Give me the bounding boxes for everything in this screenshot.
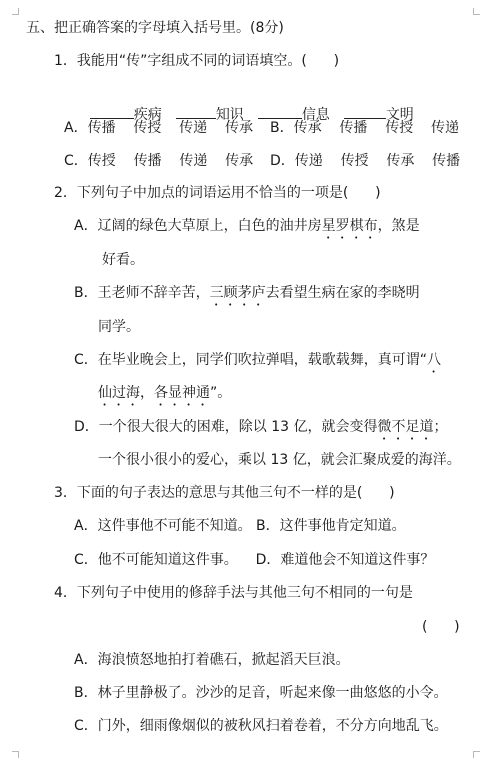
q3-options-cd: C．他不可能知道这件事。 D．难道他会不知道这件事？ — [74, 552, 435, 568]
word-3: 信息 — [301, 107, 330, 123]
blank-2[interactable] — [176, 104, 216, 119]
q2-option-d-line1: D．一个很大很大的困难，除以 13 亿，就会变得微不足道； — [74, 419, 448, 435]
q1-stem: 1．我能用“传”字组成不同的词语填空。( ) — [54, 53, 340, 69]
blank-1[interactable] — [90, 104, 134, 119]
q1-option-a: A．传播 传授 传递 传承 — [64, 120, 253, 136]
blank-4[interactable] — [344, 104, 386, 119]
word-1: 疾病 — [133, 107, 162, 123]
word-4: 文明 — [385, 107, 414, 123]
q2-stem: 2．下列句子中加点的词语运用不恰当的一项是( ) — [54, 185, 381, 201]
q2-option-d-line2: 一个很小很小的爱心，乘以 13 亿，就会汇聚成爱的海洋。 — [98, 452, 461, 468]
q4-stem: 4．下列句子中使用的修辞手法与其他三句不相同的一句是 — [54, 585, 413, 601]
q2-option-c-line2: 仙过海，各显神通”。 — [98, 385, 232, 401]
dotted-word-a: 星罗棋布 — [321, 218, 378, 234]
crop-mark-bottom-right — [473, 751, 480, 758]
q2-option-a-line1: A．辽阔的绿色大草原上，白色的油井房星罗棋布，煞是 — [74, 218, 420, 234]
blank-3[interactable] — [258, 104, 302, 119]
q2-option-c-line1: C．在毕业晚会上，同学们吹拉弹唱，载歌载舞，真可谓“八 — [74, 352, 442, 368]
crop-mark-bottom-left — [12, 751, 19, 758]
q3-stem: 3．下面的句子表达的意思与其他三句不一样的是( ) — [54, 485, 395, 501]
q4-option-b: B．林子里静极了。沙沙的足音，听起来像一曲悠悠的小令。 — [74, 685, 448, 701]
q1-option-c: C．传授 传播 传递 传承 — [64, 153, 254, 169]
q1-option-d: D．传递 传授 传承 传播 — [270, 153, 461, 169]
word-2: 知识 — [215, 107, 244, 123]
q2-option-b-line2: 同学。 — [98, 319, 140, 335]
q3-options-ab: A．这件事他不可能不知道。 B．这件事他肯定知道。 — [74, 518, 406, 534]
crop-mark-top-left — [12, 8, 19, 15]
q2-option-b-line1: B．王老师不辞辛苦，三顾茅庐去看望生病在家的李晓明 — [74, 285, 420, 301]
q4-option-a: A．海浪愤怒地拍打着礁石，掀起滔天巨浪。 — [74, 652, 350, 668]
dotted-word-c-part1: 八 — [427, 352, 442, 368]
dotted-word-c-part2: 仙过海，各显神通 — [98, 385, 210, 401]
section-title: 五、把正确答案的字母填入括号里。(8分) — [26, 20, 284, 36]
q4-option-c: C．门外，细雨像烟似的被秋风扫着卷着，不分方向地乱飞。 — [74, 718, 448, 734]
dotted-word-b: 三顾茅庐 — [209, 285, 266, 301]
q4-answer-paren[interactable]: ( ) — [422, 619, 460, 635]
dotted-word-d: 微不足道 — [377, 419, 434, 435]
crop-mark-top-right — [473, 8, 480, 15]
q1-option-b: B．传承 传播 传授 传递 — [270, 120, 460, 136]
q2-option-a-line2: 好看。 — [102, 252, 144, 268]
